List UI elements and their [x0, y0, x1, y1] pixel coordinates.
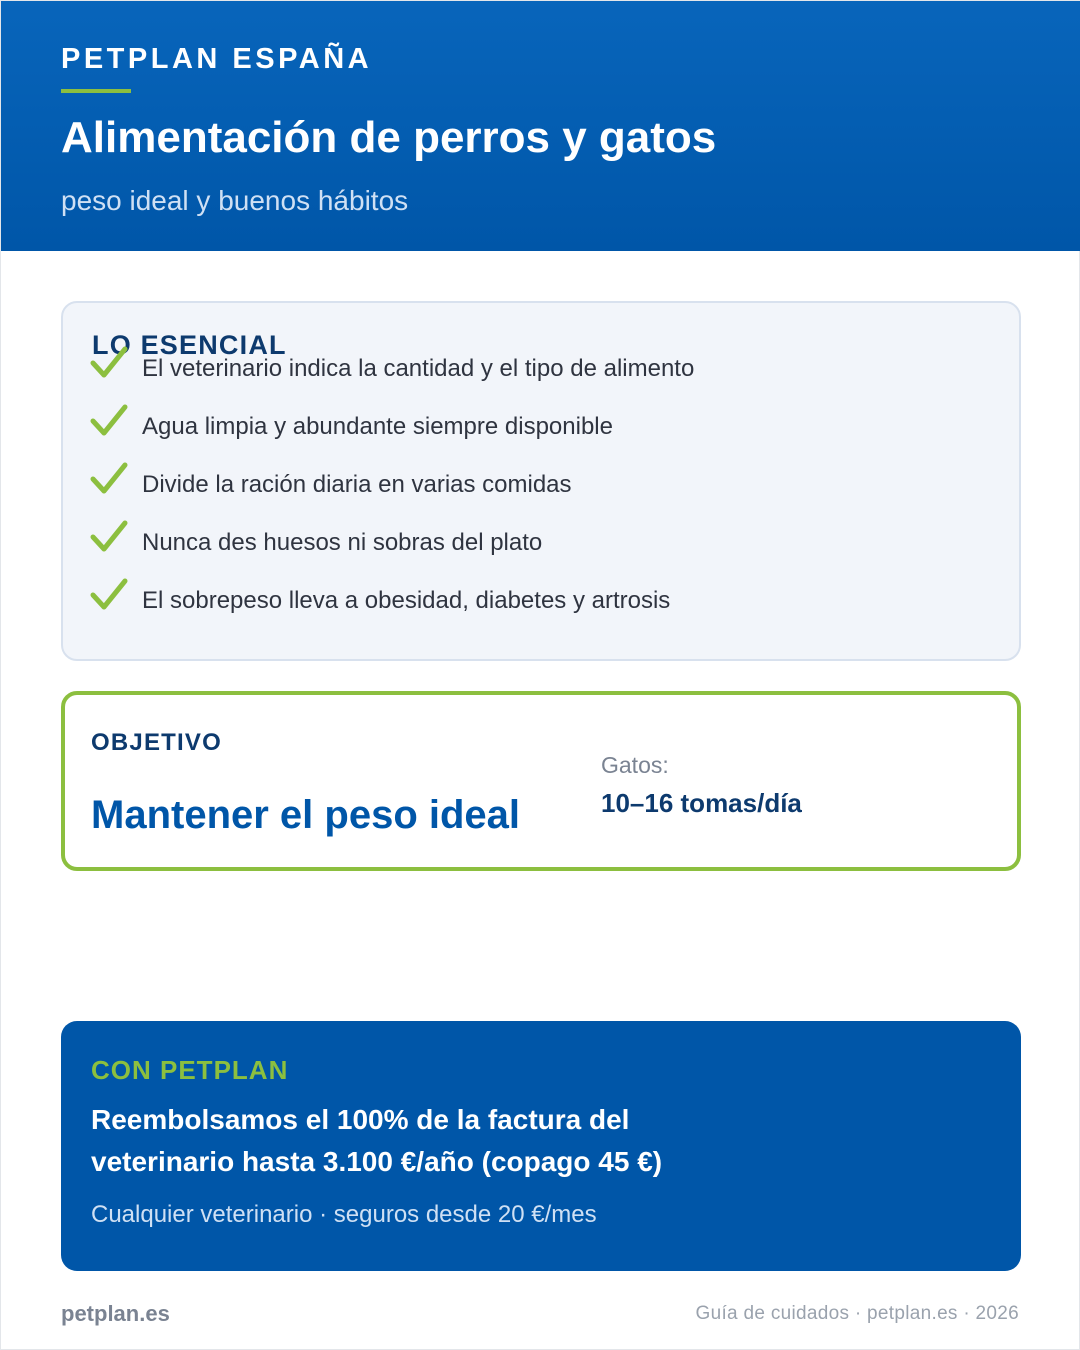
check-icon [90, 577, 128, 613]
promo-subtext: Cualquier veterinario · seguros desde 20 €/mes [91, 1201, 597, 1228]
objective-stat-label: Gatos: [601, 752, 669, 778]
footer-site-link[interactable]: petplan.es [61, 1301, 170, 1326]
list-item-text: Divide la ración diaria en varias comidas [142, 471, 572, 498]
list-item-text: Nunca des huesos ni sobras del plato [142, 529, 543, 556]
list-item [90, 403, 990, 443]
essentials-title: LO ESENCIAL [92, 330, 287, 360]
list-item [90, 345, 990, 385]
list-item-text: El veterinario indica la cantidad y el tipo de alimento [142, 355, 695, 382]
objective-card [61, 691, 1021, 871]
petplan-promo-card [61, 1021, 1021, 1271]
promo-headline-line-1: Reembolsamos el 100% de la factura del [91, 1104, 630, 1135]
objective-label: OBJETIVO [91, 729, 222, 756]
list-item [90, 519, 990, 559]
check-icon [90, 519, 128, 555]
list-item-text: Agua limpia y abundante siempre disponible [142, 413, 613, 440]
objective-stat-value: 10–16 tomas/día [601, 788, 802, 818]
footer-note: Guía de cuidados · petplan.es · 2026 [695, 1303, 1019, 1324]
promo-headline-line-2: veterinario hasta 3.100 €/año (copago 45 €) [91, 1146, 663, 1177]
objective-main-text: Mantener el peso ideal [91, 793, 521, 837]
essentials-card [61, 301, 1021, 661]
list-item [90, 577, 990, 617]
promo-label: CON PETPLAN [91, 1055, 289, 1085]
page-title: Alimentación de perros y gatos [61, 113, 717, 162]
brand-underline [61, 89, 131, 93]
page-subtitle: peso ideal y buenos hábitos [61, 185, 409, 216]
check-icon [90, 403, 128, 439]
list-item [90, 461, 990, 501]
header-banner [1, 1, 1080, 251]
brand-name: PETPLAN ESPAÑA [61, 43, 373, 75]
list-item-text: El sobrepeso lleva a obesidad, diabetes y artrosis [142, 587, 671, 614]
check-icon [90, 461, 128, 497]
promo-headline [91, 1099, 731, 1183]
check-icon [90, 345, 128, 381]
